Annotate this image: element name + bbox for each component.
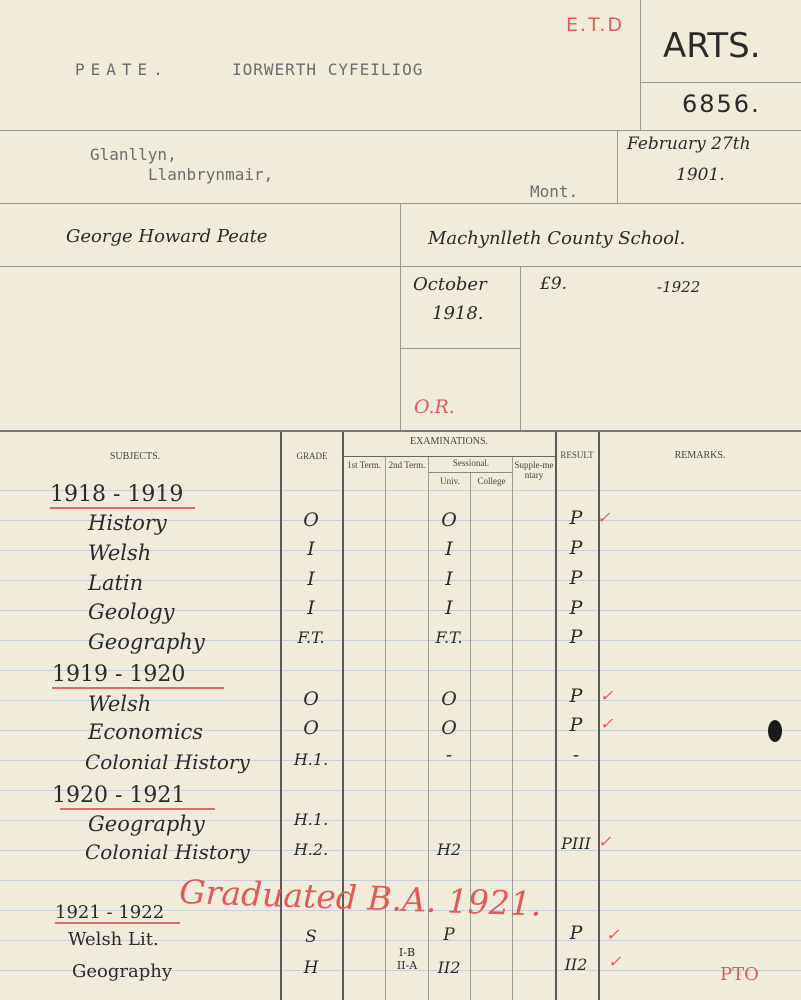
header-rule: [429, 472, 512, 473]
divider: [617, 130, 618, 203]
examinations-header: EXAMINATIONS.: [409, 436, 489, 447]
end-year: -1922: [657, 278, 701, 296]
divider: [0, 130, 801, 131]
red-initials: O.R.: [414, 396, 455, 418]
subject-name: Geography: [88, 630, 205, 654]
address-line2: Llanbrynmair,: [148, 165, 274, 184]
graduated-note: Graduated B.A. 1921.: [178, 872, 543, 924]
grade-cell: I: [307, 597, 315, 619]
address-line1: Glanllyn,: [90, 145, 177, 164]
result-cell: P: [569, 685, 583, 707]
student-number: 6856.: [682, 90, 761, 118]
univ-cell: P: [443, 925, 455, 945]
check-mark-icon: ✓: [600, 686, 614, 705]
red-underline: [60, 808, 215, 810]
parent-name: George Howard Peate: [66, 226, 268, 247]
red-underline: [50, 507, 195, 509]
result-cell: P: [569, 922, 583, 944]
univ-header: Univ.: [440, 476, 460, 486]
grade-cell: O: [303, 509, 319, 531]
year-heading: 1919 - 1920: [52, 662, 186, 687]
fee: £9.: [540, 274, 568, 294]
forenames: IORWERTH CYFEILIOG: [232, 60, 424, 79]
result-cell: P: [569, 507, 583, 529]
subject-name: Welsh: [88, 692, 152, 716]
ink-blot: [768, 720, 782, 742]
subject-name: Colonial History: [85, 840, 250, 864]
year-heading: 1920 - 1921: [52, 783, 186, 808]
year-heading: 1921 - 1922: [55, 902, 165, 923]
sessional-header: Sessional.: [452, 458, 490, 468]
grade-cell: O: [303, 717, 319, 739]
result-header: RESULT: [560, 450, 594, 460]
univ-cell: II2: [437, 958, 461, 977]
result-cell: PIII: [561, 834, 591, 853]
univ-cell: I: [445, 597, 453, 619]
subjects-header: SUBJECTS.: [109, 451, 161, 462]
univ-cell: -: [445, 744, 453, 766]
univ-cell: O: [441, 717, 457, 739]
grade-cell: I: [307, 538, 315, 560]
year-heading: 1918 - 1919: [50, 482, 184, 507]
grade-cell: S: [305, 927, 317, 947]
grade-header: GRADE: [296, 451, 328, 461]
univ-cell: F.T.: [435, 628, 463, 647]
surname: PEATE.: [75, 60, 169, 79]
stamp-initials: E.T.D: [566, 14, 625, 36]
subject-name: Geography: [88, 812, 205, 836]
date-of-birth-line2: 1901.: [676, 165, 725, 185]
red-underline: [55, 922, 180, 924]
county: Mont.: [530, 182, 579, 201]
grade-cell: H.1.: [293, 810, 329, 829]
univ-cell: H2: [436, 840, 462, 859]
pto-note: PTO: [720, 964, 759, 985]
check-mark-icon: ✓: [597, 508, 611, 527]
result-cell: II2: [564, 955, 588, 974]
check-mark-icon: ✓: [598, 832, 612, 851]
college-header: College: [477, 476, 506, 486]
date-of-birth-line1: February 27th: [627, 134, 751, 154]
remarks-header: REMARKS.: [674, 450, 726, 461]
grade-cell: H: [303, 958, 319, 978]
result-cell: P: [569, 626, 583, 648]
second-term-note: I-B: [398, 946, 416, 959]
univ-cell: O: [441, 509, 457, 531]
divider: [0, 430, 801, 432]
second-term-header: 2nd Term.: [388, 460, 426, 470]
first-term-header: 1st Term.: [347, 460, 381, 470]
supplementary-header: Supple-mentary: [514, 460, 554, 480]
second-term-note: II-A: [396, 959, 418, 972]
subject-name: Colonial History: [85, 750, 250, 774]
entry-month: October: [413, 274, 487, 295]
grade-cell: I: [307, 568, 315, 590]
grade-cell: F.T.: [297, 628, 325, 647]
divider: [520, 266, 521, 430]
check-mark-icon: ✓: [600, 714, 614, 733]
result-cell: P: [569, 714, 583, 736]
result-cell: P: [569, 537, 583, 559]
divider: [640, 0, 641, 130]
entry-year: 1918.: [432, 303, 484, 324]
result-cell: -: [572, 744, 580, 766]
result-cell: P: [569, 567, 583, 589]
subject-name: Latin: [88, 571, 144, 595]
red-underline: [52, 687, 224, 689]
univ-cell: O: [441, 688, 457, 710]
subject-name: Welsh Lit.: [68, 929, 159, 950]
grade-cell: H.2.: [293, 840, 329, 859]
header-rule: [343, 456, 555, 457]
check-mark-icon: ✓: [608, 952, 622, 971]
subject-name: Welsh: [88, 541, 152, 565]
grade-cell: O: [303, 688, 319, 710]
subject-name: History: [88, 511, 167, 535]
previous-school: Machynlleth County School.: [428, 228, 686, 249]
column-rule: [385, 456, 386, 1000]
divider: [400, 348, 520, 349]
univ-cell: I: [445, 538, 453, 560]
divider: [400, 203, 401, 430]
faculty: ARTS.: [663, 26, 761, 66]
grade-cell: H.1.: [293, 750, 329, 769]
check-mark-icon: ✓: [606, 925, 620, 944]
subject-name: Geography: [72, 961, 173, 982]
divider: [640, 82, 801, 83]
univ-cell: I: [445, 568, 453, 590]
subject-name: Economics: [88, 720, 204, 744]
result-cell: P: [569, 597, 583, 619]
subject-name: Geology: [88, 600, 175, 624]
